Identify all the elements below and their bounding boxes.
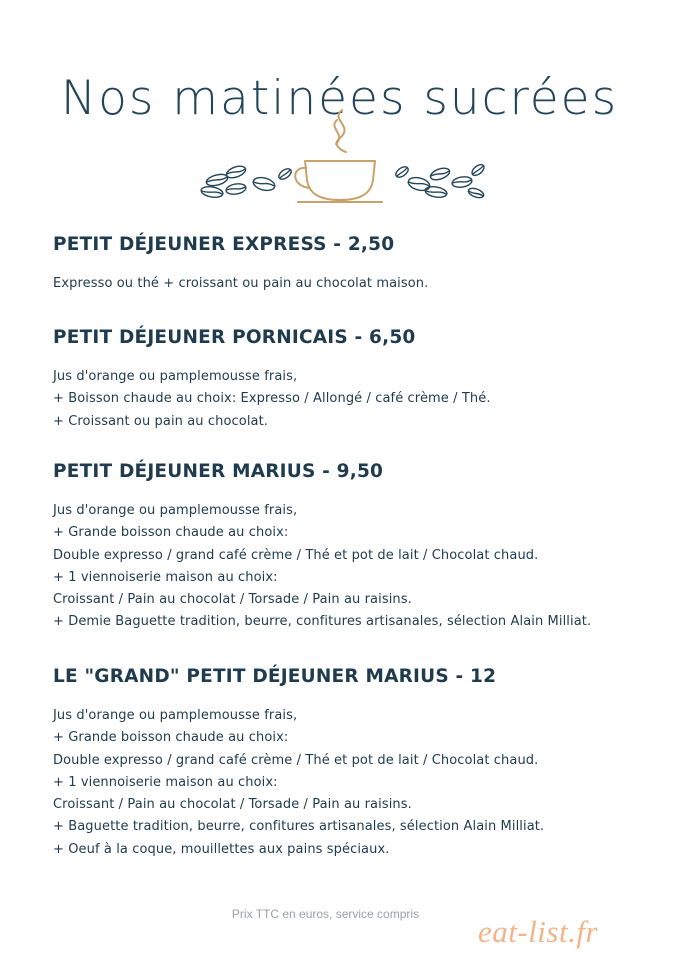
menu-line: + Demie Baguette tradition, beurre, confitures artisanales, sélection Alain Milliat. [53, 614, 592, 630]
coffee-cup-icon [190, 104, 490, 214]
menu-section-grand-marius [53, 665, 673, 861]
section-title: PETIT DÉJEUNER MARIUS - 9,50 [53, 461, 384, 482]
menu-section-express [53, 233, 673, 295]
coffee-beans-icon [394, 162, 486, 199]
menu-section-marius [53, 460, 673, 634]
menu-line: + Croissant ou pain au chocolat. [53, 413, 269, 429]
menu-line: + Baguette tradition, beurre, confitures artisanales, sélection Alain Milliat. [53, 819, 545, 835]
menu-line: + Grande boisson chaude au choix: [53, 730, 289, 746]
menu-line: Double expresso / grand café crème / Thé et pot de lait / Chocolat chaud. [53, 752, 539, 768]
menu-section-pornicais [53, 326, 673, 433]
coffee-decoration [190, 104, 490, 214]
watermark: eat-list.fr [478, 914, 599, 949]
menu-line: + Oeuf à la coque, mouillettes aux pains spéciaux. [53, 841, 390, 857]
menu-line: + Boisson chaude au choix: Expresso / Allongé / café crème / Thé. [53, 391, 491, 407]
coffee-beans-icon [200, 164, 293, 199]
price-note: Prix TTC en euros, service compris [231, 907, 420, 921]
menu-line: Jus d'orange ou pamplemousse frais, [53, 708, 298, 723]
menu-line: + 1 viennoiserie maison au choix: [53, 569, 278, 585]
section-title: PETIT DÉJEUNER EXPRESS - 2,50 [53, 234, 395, 255]
section-title: LE "GRAND" PETIT DÉJEUNER MARIUS - 12 [53, 666, 497, 687]
menu-line: Jus d'orange ou pamplemousse frais, [53, 369, 298, 384]
menu-line: + Grande boisson chaude au choix: [53, 525, 289, 541]
menu-line: Expresso ou thé + croissant ou pain au chocolat maison. [53, 276, 429, 291]
menu-line: + 1 viennoiserie maison au choix: [53, 774, 278, 790]
menu-line: Double expresso / grand café crème / Thé et pot de lait / Chocolat chaud. [53, 547, 539, 563]
menu-line: Croissant / Pain au chocolat / Torsade / Pain au raisins. [53, 592, 412, 608]
menu-line: Croissant / Pain au chocolat / Torsade / Pain au raisins. [53, 797, 412, 813]
page-title: Nos matinées sucrées [60, 71, 619, 127]
section-title: PETIT DÉJEUNER PORNICAIS - 6,50 [53, 327, 416, 348]
menu-line: Jus d'orange ou pamplemousse frais, [53, 503, 298, 518]
